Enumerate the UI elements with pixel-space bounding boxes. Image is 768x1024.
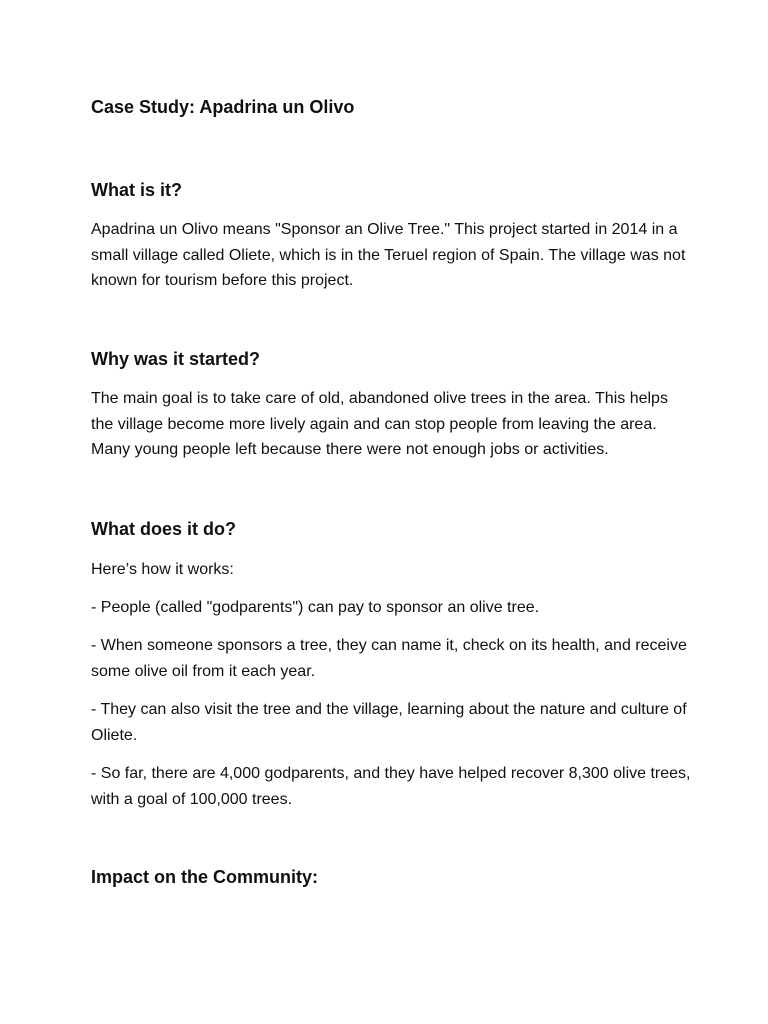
list-item: - So far, there are 4,000 godparents, and they have helped recover 8,300 olive trees, with a goal of 100,000 trees. <box>91 765 691 808</box>
section-paragraph-why: The main goal is to take care of old, abandoned olive trees in the area. This helps the village become more lively again and can stop people from leaving the area. Many young people left because there were not enough jobs or activities. <box>91 390 668 458</box>
list-item: - When someone sponsors a tree, they can name it, check on its health, and receive some olive oil from it each year. <box>91 637 687 680</box>
section-paragraph-what: Apadrina un Olivo means "Sponsor an Olive Tree." This project started in 2014 in a small village called Oliete, which is in the Teruel region of Spain. The village was not known for tourism before this project. <box>91 221 686 289</box>
list-item: - People (called "godparents") can pay to sponsor an olive tree. <box>91 599 540 616</box>
section-heading-impact: Impact on the Community: <box>91 867 319 887</box>
document-title: Case Study: Apadrina un Olivo <box>91 97 355 117</box>
list-item: - They can also visit the tree and the village, learning about the nature and culture of Oliete. <box>91 701 687 744</box>
section-intro-does: Here’s how it works: <box>91 561 234 578</box>
section-heading-what: What is it? <box>91 180 182 200</box>
section-heading-does: What does it do? <box>91 519 236 539</box>
section-heading-why: Why was it started? <box>91 349 261 369</box>
